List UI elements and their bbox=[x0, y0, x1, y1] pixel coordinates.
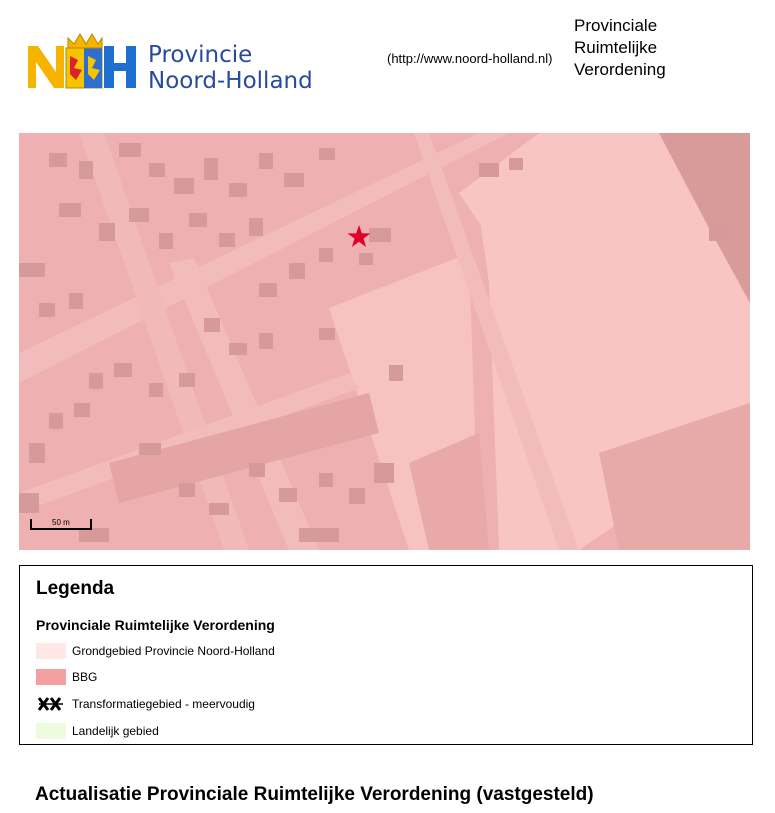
title-line3: Verordening bbox=[574, 60, 666, 79]
map-canvas bbox=[19, 133, 750, 550]
legend-item-label: Landelijk gebied bbox=[72, 724, 159, 738]
title-line2: Ruimtelijke bbox=[574, 38, 658, 57]
province-logo[interactable] bbox=[28, 30, 338, 94]
scale-label: 50 m bbox=[52, 518, 70, 527]
landelijk-swatch bbox=[36, 723, 66, 739]
legend-item-bbg bbox=[36, 668, 97, 686]
grondgebied-swatch bbox=[36, 643, 66, 659]
title-line1: Provinciale bbox=[574, 16, 658, 35]
legend-title: Legenda bbox=[36, 578, 115, 599]
footer-title: Actualisatie Provinciale Ruimtelijke Verordening (vastgesteld) bbox=[35, 784, 594, 805]
map-view[interactable] bbox=[19, 133, 750, 550]
legend-subtitle: Provinciale Ruimtelijke Verordening bbox=[36, 617, 275, 633]
legend-item-grondgebied bbox=[36, 642, 275, 660]
cross-hatch-icon bbox=[36, 696, 66, 712]
website-link[interactable]: (http://www.noord-holland.nl) bbox=[387, 51, 553, 66]
nh-emblem-icon bbox=[28, 30, 140, 94]
legend-item-label: BBG bbox=[72, 670, 98, 684]
legend-panel bbox=[19, 565, 753, 745]
document-title bbox=[574, 15, 764, 81]
legend-item-label: Grondgebied Provincie Noord-Holland bbox=[72, 644, 275, 658]
legend-item-label: Transformatiegebied - meervoudig bbox=[72, 697, 255, 711]
legend-item-landelijk bbox=[36, 722, 159, 740]
legend-item-transformatiegebied bbox=[36, 695, 255, 713]
bbg-swatch bbox=[36, 669, 66, 685]
logo-line2: Noord-Holland bbox=[148, 68, 313, 94]
logo-line1: Provincie bbox=[148, 42, 253, 68]
